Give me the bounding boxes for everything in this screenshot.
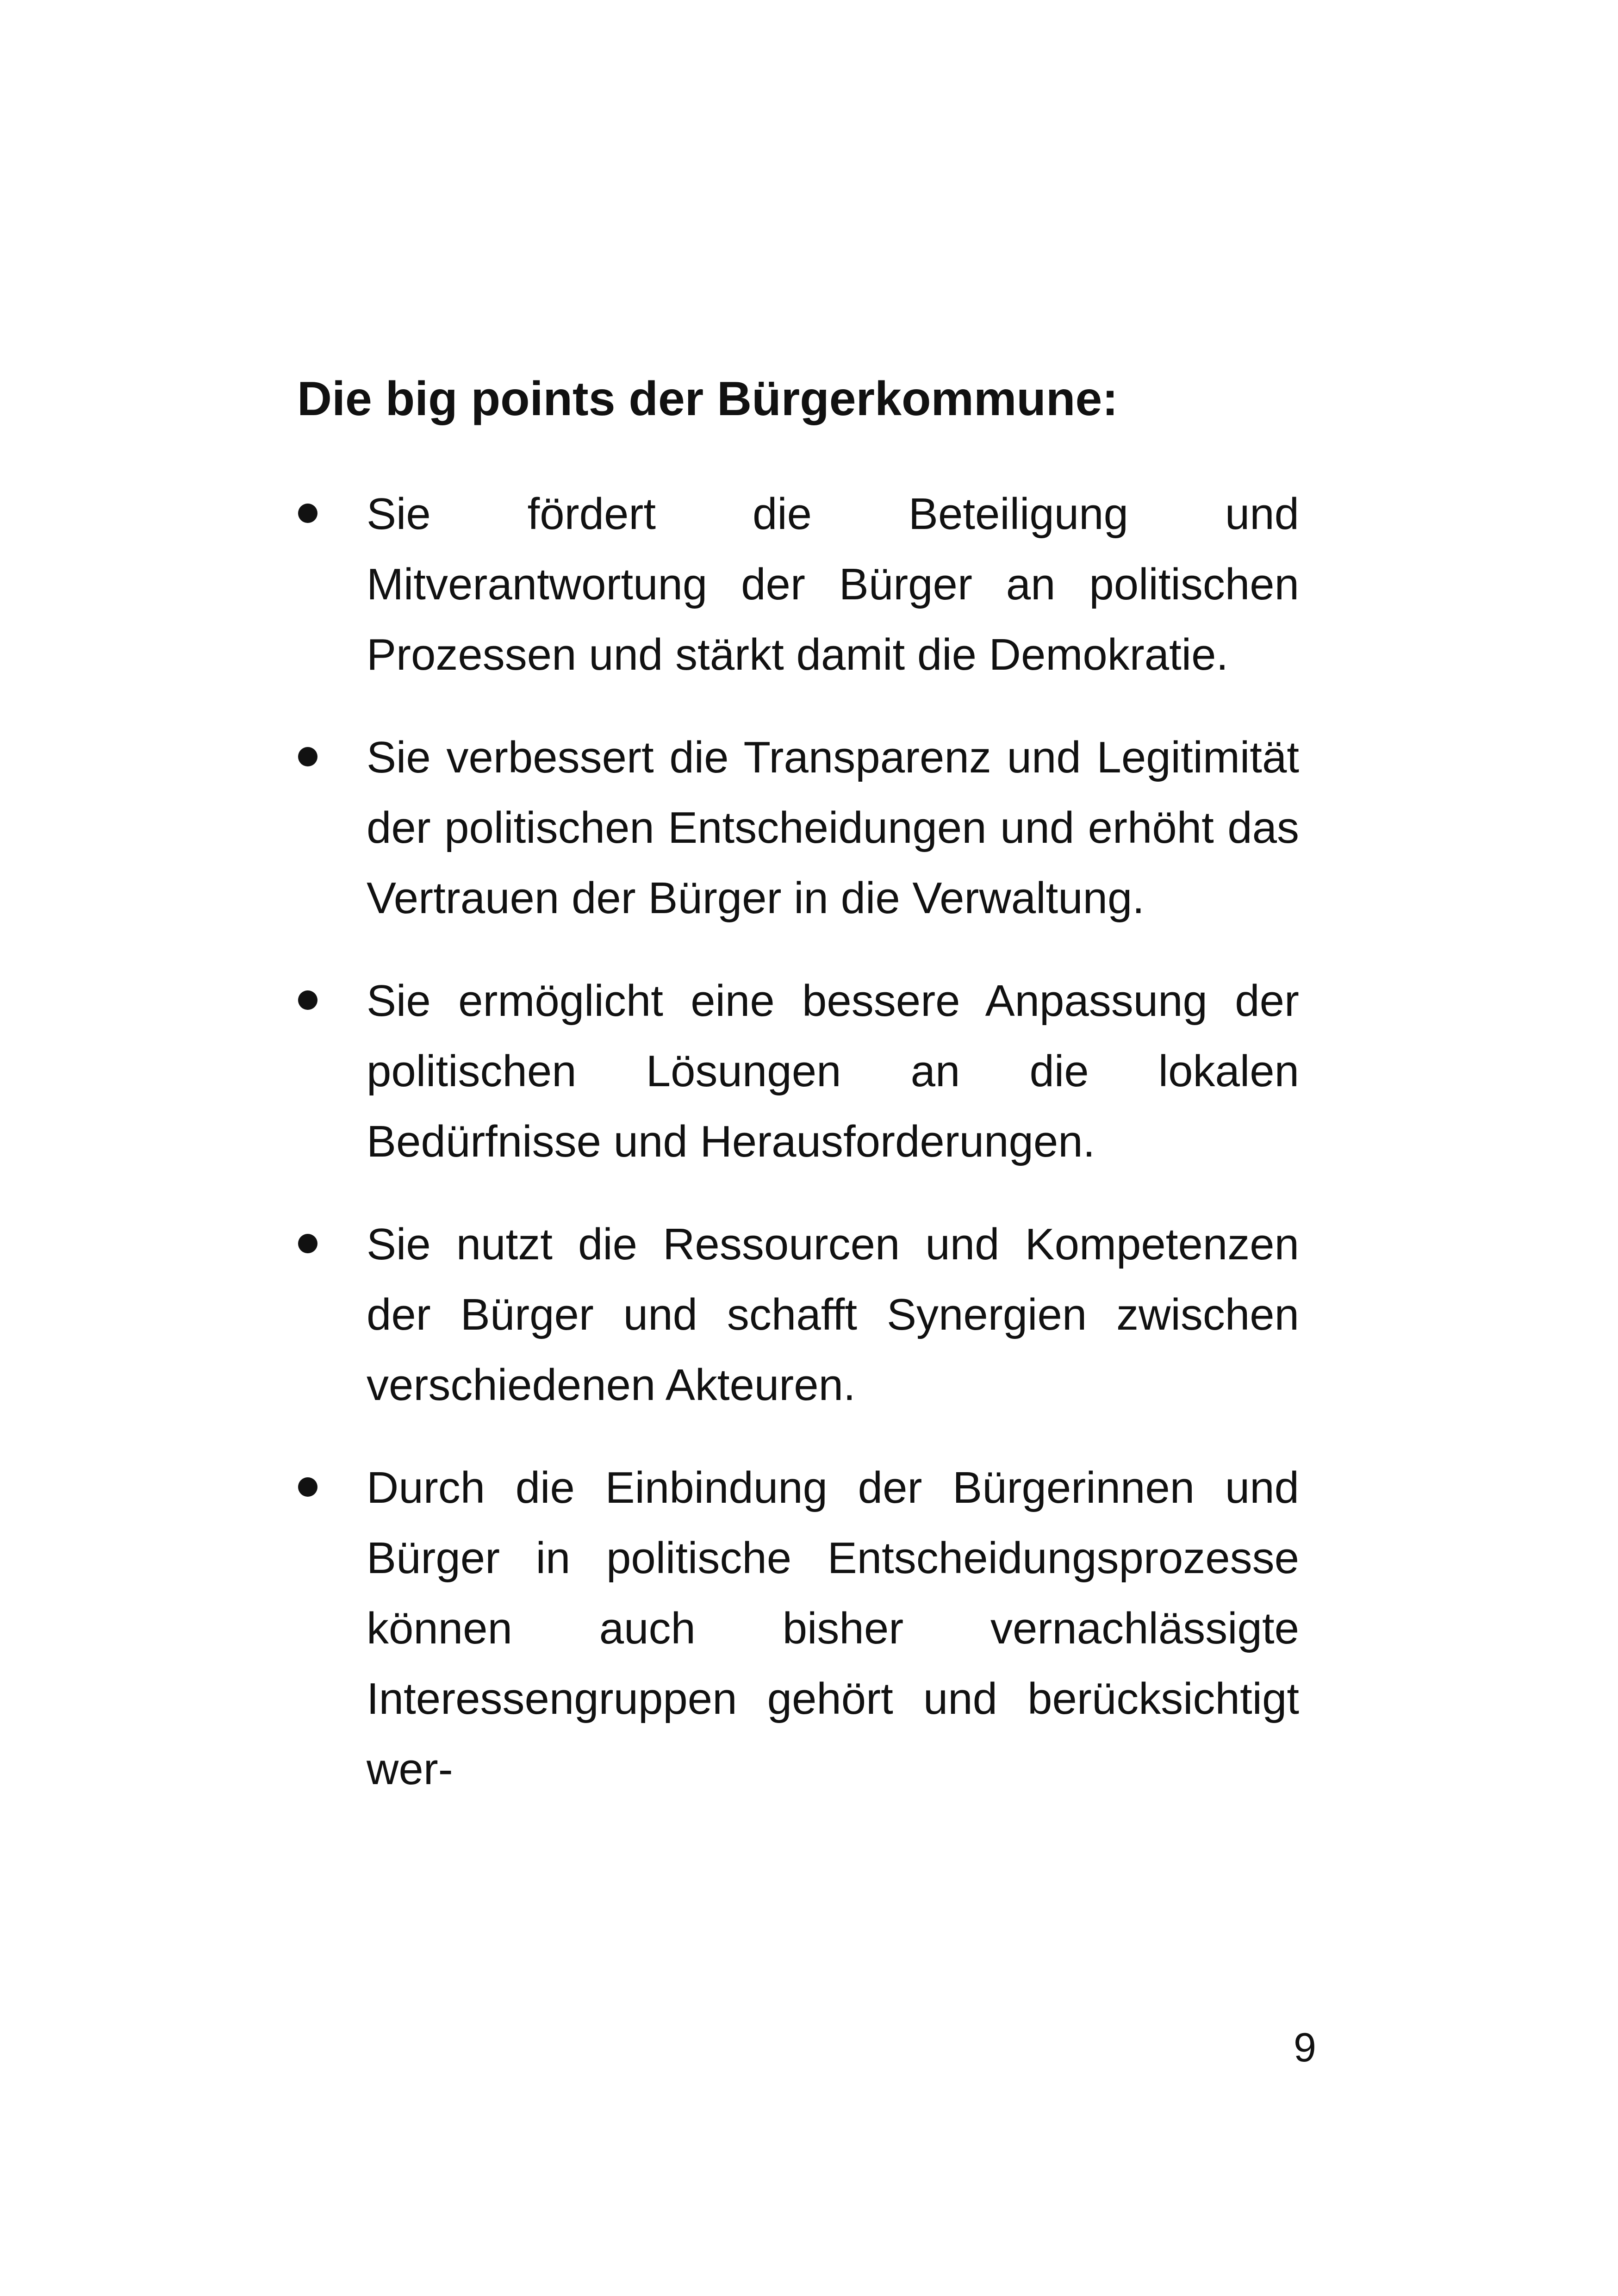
bullet-icon: [298, 990, 317, 1010]
bullet-item: [297, 479, 1299, 690]
bullet-item: [297, 1453, 1299, 1804]
bullet-text: Sie fördert die Beteiligung und Mitverantwortung der Bürger an politischen Prozessen und stärkt damit die Demokratie.: [367, 489, 1299, 679]
page-number: 9: [1294, 2024, 1316, 2070]
bullet-text: Sie nutzt die Ressourcen und Kompetenzen der Bürger und schafft Synergien zwischen verschiedenen Akteuren.: [367, 1219, 1299, 1410]
bullet-icon: [298, 747, 317, 766]
section-heading: Die big points der Bürgerkommune:: [297, 372, 1118, 426]
bullet-icon: [298, 504, 317, 523]
bullet-icon: [298, 1477, 317, 1497]
bullet-text: Sie verbessert die Transparenz und Legitimität der politischen Entscheidungen und erhöht das Vertrauen der Bürger in die Verwaltung.: [367, 732, 1299, 923]
bullet-icon: [298, 1234, 317, 1253]
bullet-list: [297, 479, 1299, 1804]
bullet-item: [297, 1209, 1299, 1420]
bullet-item: [297, 722, 1299, 933]
bullet-text: Durch die Einbindung der Bürgerinnen und Bürger in politische Entscheidungsprozesse können auch bisher vernachlässigte Interessengruppen gehört und berücksichtigt wer-: [367, 1462, 1299, 1794]
bullet-item: [297, 966, 1299, 1177]
bullet-text: Sie ermöglicht eine bessere Anpassung der politischen Lösungen an die lokalen Bedürfnisse und Herausforderungen.: [367, 976, 1299, 1166]
page-content: [297, 370, 1299, 1804]
